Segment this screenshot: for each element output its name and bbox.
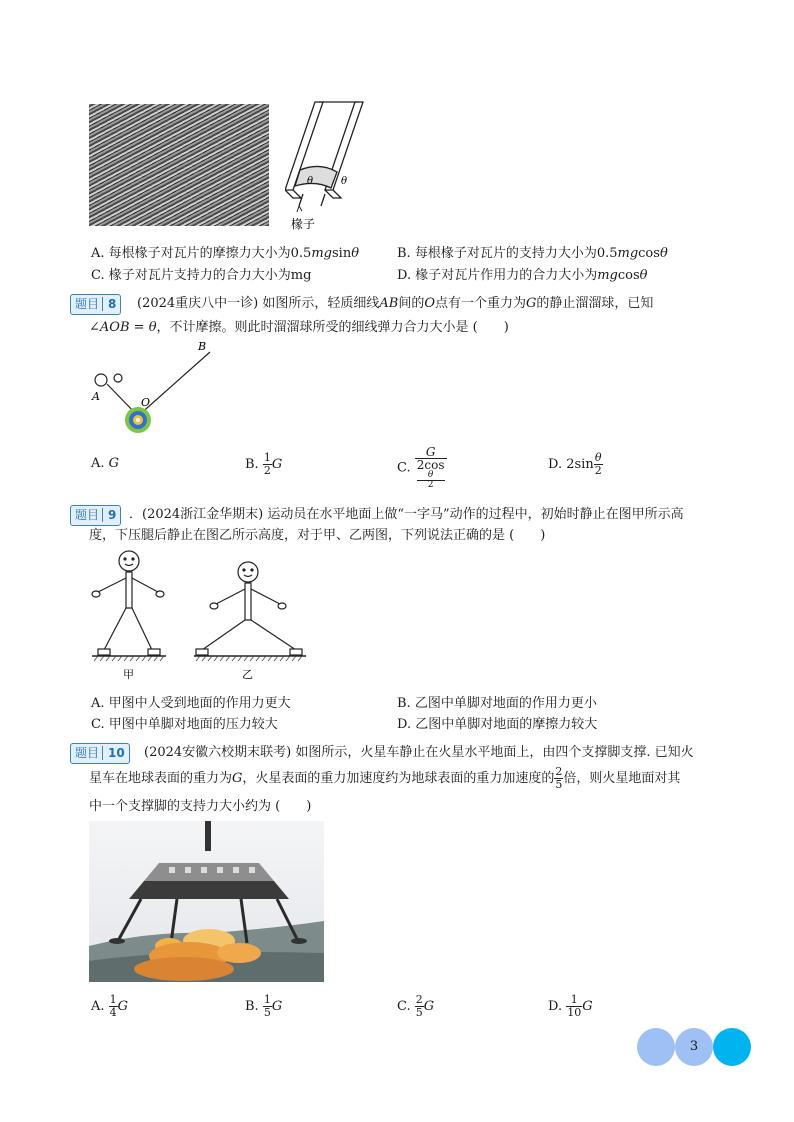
page-number: 3 bbox=[689, 1039, 699, 1054]
rafter-diagram bbox=[285, 100, 365, 235]
page-circle-right bbox=[713, 1028, 751, 1066]
mars-lander-photo bbox=[89, 821, 324, 982]
q10-badge: 题目 10 bbox=[70, 743, 130, 764]
q7-option-a[interactable]: A. 每根椽子对瓦片的摩擦力大小为0.5mgsinθ bbox=[91, 246, 360, 261]
q10-option-b[interactable]: B. $\frac{1}{5}$ G bbox=[245, 993, 283, 1019]
label-a: A bbox=[92, 390, 100, 403]
q10-option-c[interactable]: C. $\frac{2}{5}$ G bbox=[397, 993, 435, 1019]
q10-stem-line1: (2024安徽六校期末联考) 如图所示，火星车静止在火星水平地面上，由四个支撑脚支撑. 已知火 bbox=[144, 745, 694, 760]
q7-option-c[interactable]: C. 椽子对瓦片支持力的合力大小为mg bbox=[91, 268, 312, 283]
q9-badge: 题目 9 bbox=[70, 505, 121, 526]
q9-stem-line2: 度，下压腿后静止在图乙所示高度，对于甲、乙两图，下列说法正确的是 ( ) bbox=[89, 528, 546, 543]
q10-stem-line3: 中一个支撑脚的支持力大小约为 ( ) bbox=[89, 799, 312, 814]
rafter-label: 椽子 bbox=[291, 217, 316, 231]
theta-left: θ bbox=[307, 176, 314, 187]
q8-option-d[interactable]: D. 2sin $\frac{\theta}{2}$ bbox=[548, 451, 602, 477]
q7-option-b[interactable]: B. 每根椽子对瓦片的支持力大小为0.5mgcosθ bbox=[397, 246, 668, 261]
theta-right: θ bbox=[341, 176, 348, 187]
q9-option-b[interactable]: B. 乙图中单脚对地面的作用力更小 bbox=[397, 696, 597, 711]
q9-option-a[interactable]: A. 甲图中人受到地面的作用力更大 bbox=[91, 696, 291, 711]
q10-option-d[interactable]: D. $\frac{1}{10}$ G bbox=[548, 993, 593, 1019]
q10-option-a[interactable]: A. $\frac{1}{4}$ G bbox=[91, 993, 129, 1019]
q8-option-c[interactable]: C. G 2cos θ 2 bbox=[397, 445, 445, 490]
q8-option-b[interactable]: B. $\frac{1}{2}$ G bbox=[245, 451, 283, 477]
fig-jia-label: 甲 bbox=[123, 668, 134, 681]
q7-option-d[interactable]: D. 椽子对瓦片作用力的合力大小为mgcosθ bbox=[397, 268, 648, 283]
yoyo-diagram bbox=[88, 340, 218, 440]
q8-stem-line1: (2024重庆八中一诊) 如图所示，轻质细线AB间的O点有一个重力为G的静止溜溜球，已知 bbox=[137, 296, 654, 311]
split-figure-diagram bbox=[90, 548, 312, 683]
q9-option-d[interactable]: D. 乙图中单脚对地面的摩擦力较大 bbox=[397, 717, 598, 732]
label-b: B bbox=[198, 340, 207, 353]
page-circle-left bbox=[637, 1028, 675, 1066]
roof-tiles-photo bbox=[89, 104, 269, 226]
q10-stem-line2: 星车在地球表面的重力为G，火星表面的重力加速度约为地球表面的重力加速度的 $\frac{2}{5}$ 倍，则火星地面对其 bbox=[89, 765, 681, 791]
q9-stem-line1: ．(2024浙江金华期末) 运动员在水平地面上做“一字马”动作的过程中，初始时静止在图甲所示高 bbox=[129, 507, 684, 522]
q8-stem-line2: ∠AOB = θ，不计摩擦。则此时溜溜球所受的细线弹力合力大小是 ( ) bbox=[89, 320, 509, 335]
q9-option-c[interactable]: C. 甲图中单脚对地面的压力较大 bbox=[91, 717, 278, 732]
fig-yi-label: 乙 bbox=[242, 668, 253, 681]
q8-option-a[interactable]: A. G bbox=[91, 456, 120, 471]
label-o: O bbox=[141, 396, 151, 409]
q8-badge: 题目 8 bbox=[70, 294, 121, 315]
